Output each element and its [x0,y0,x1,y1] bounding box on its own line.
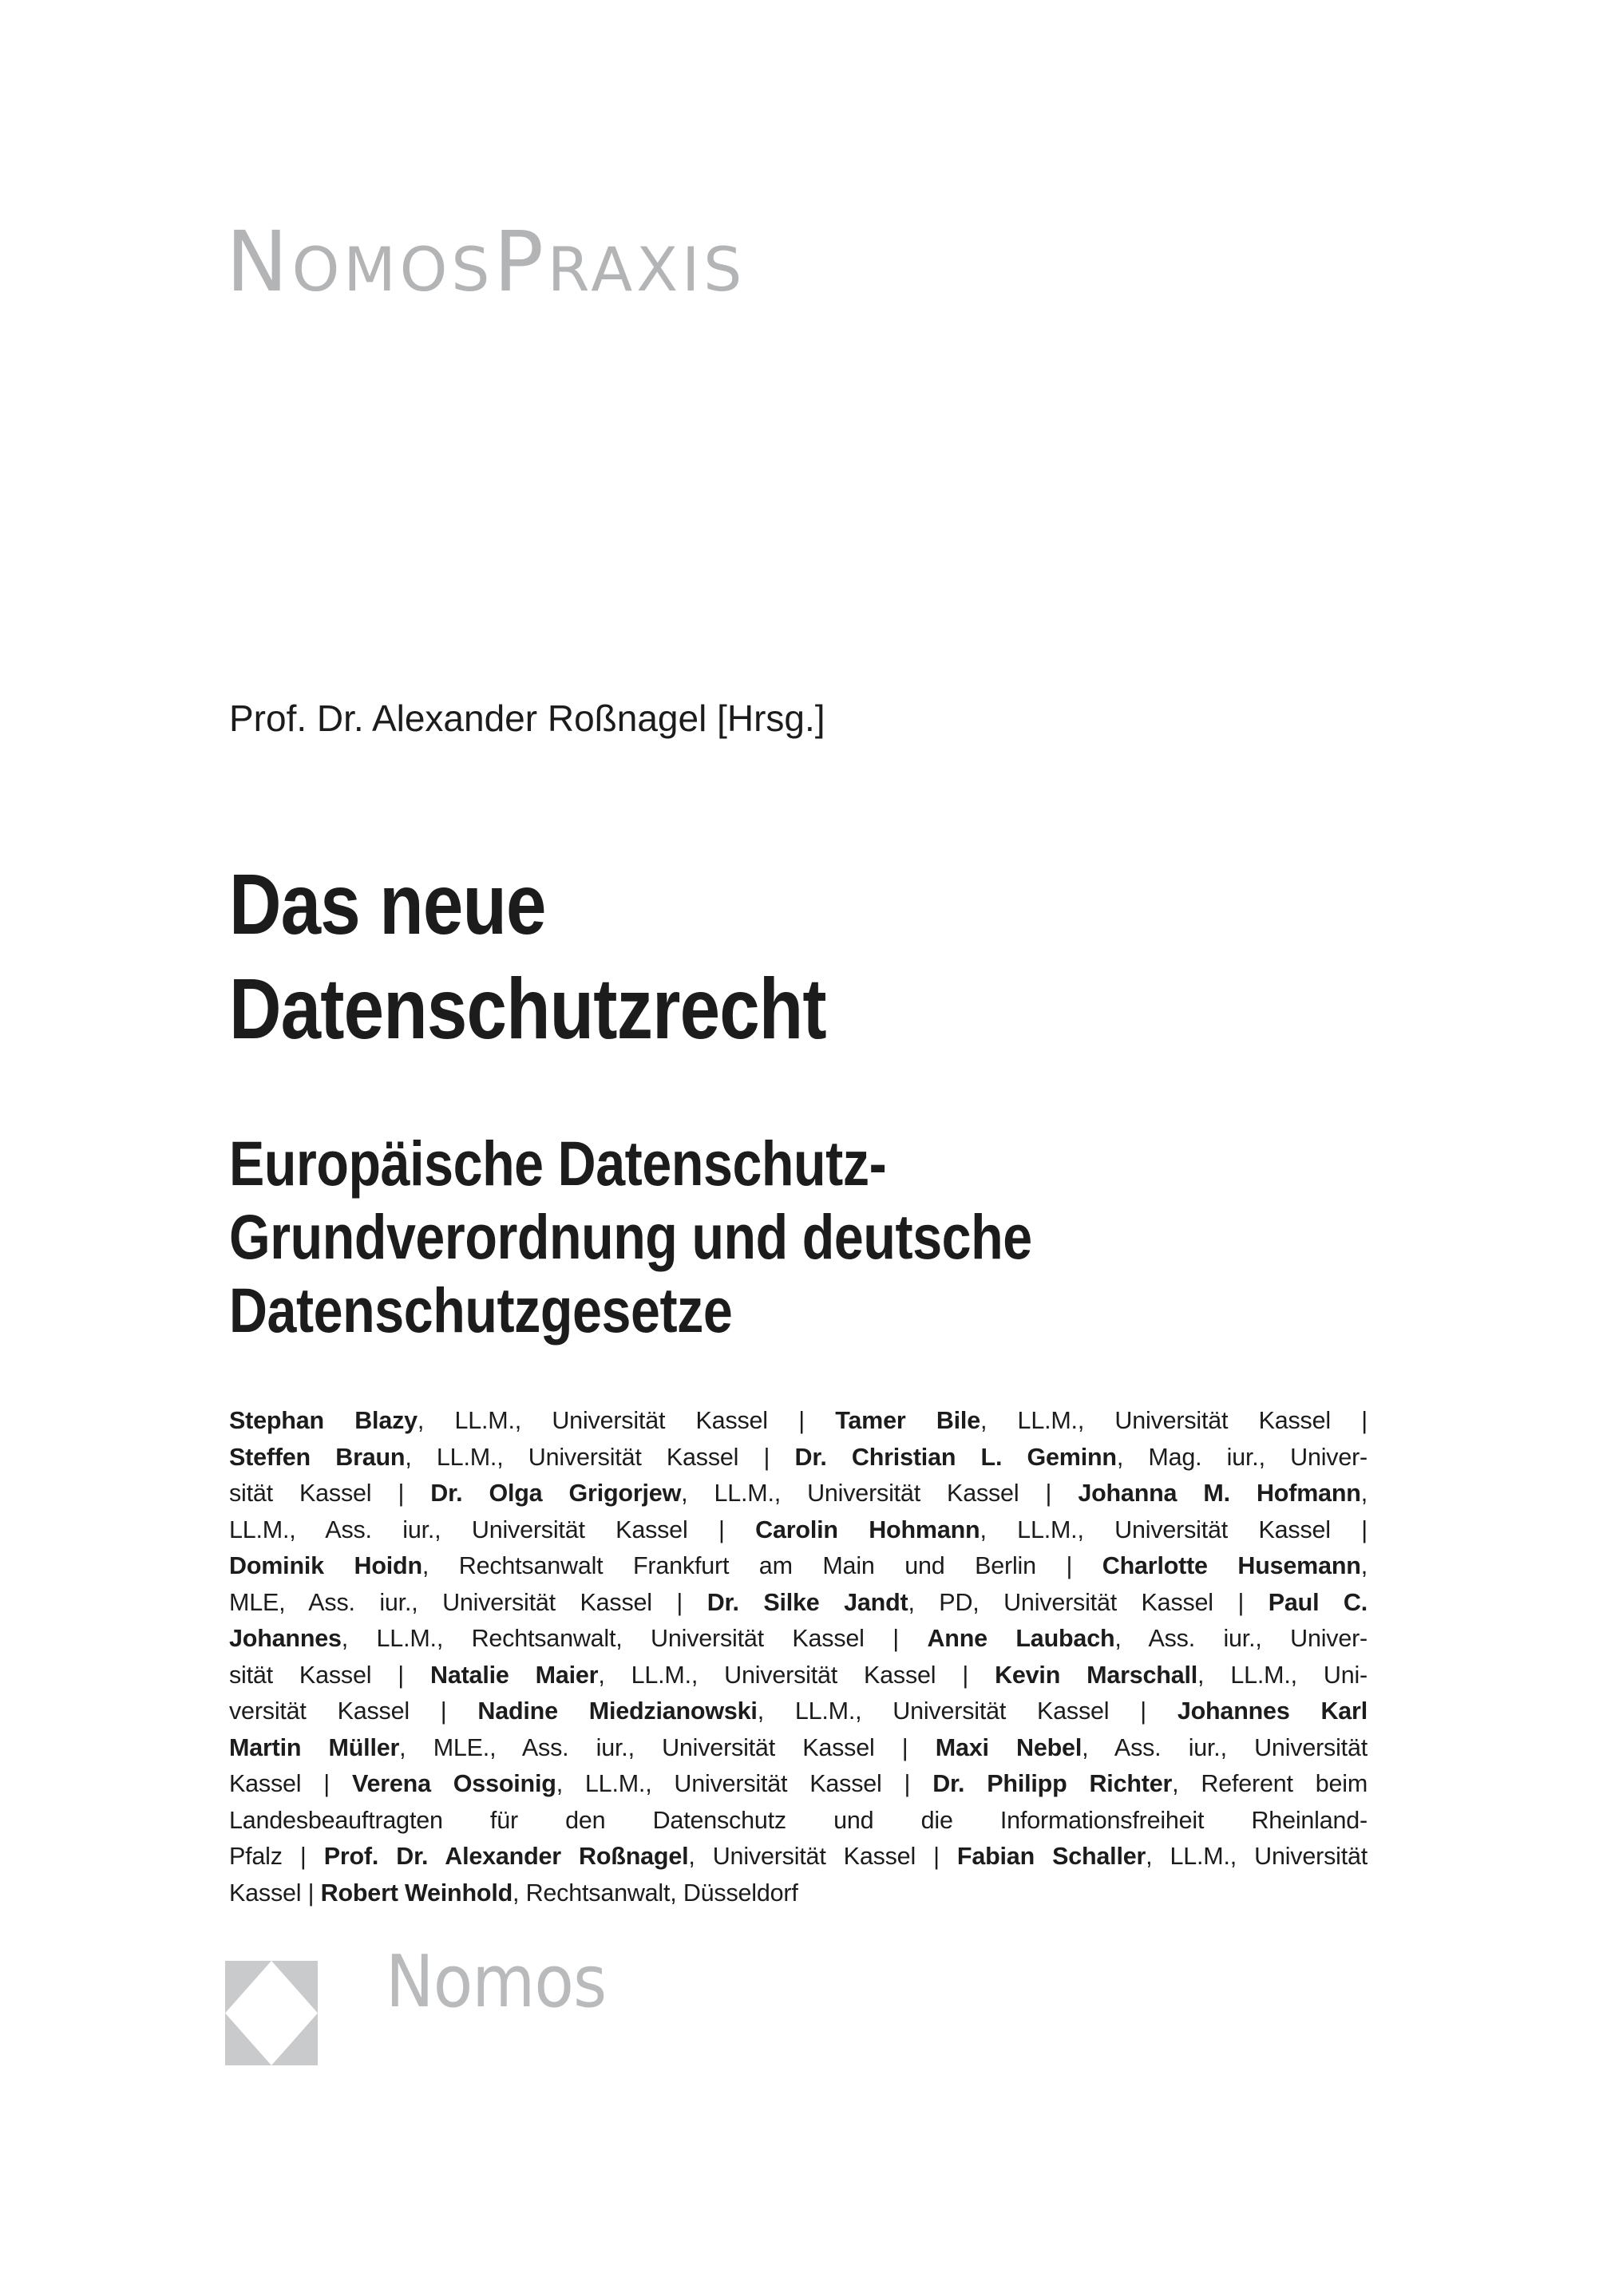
book-subtitle-line: Europäische Datenschutz- [229,1128,887,1199]
author-affiliation: , PD, Universität Kassel | [908,1588,1269,1616]
author-affiliation: , Ass. iur., Univer- [1114,1625,1367,1652]
author-name: Nadine Miedzianowski [477,1697,758,1725]
author-affiliation: sität Kassel | [229,1661,431,1689]
author-line [229,1403,1367,1440]
publisher-wordmark: Nomos [386,1940,607,2024]
author-affiliation: , LL.M., Universität Kassel | [757,1697,1177,1725]
author-affiliation: , MLE., Ass. iur., Universität Kassel | [399,1733,936,1761]
author-affiliation: Kassel | [229,1879,321,1907]
author-name: Johanna M. Hofmann [1078,1480,1361,1507]
author-line [229,1875,1367,1912]
author-name: Natalie Maier [430,1661,599,1689]
author-affiliation: , Referent beim [1172,1770,1367,1797]
author-name: Carolin Hohmann [755,1516,980,1543]
author-affiliation: , LL.M., Universität Kassel | [681,1480,1079,1507]
author-name: Dr. Olga Grigorjew [430,1480,682,1507]
author-name: Martin Müller [229,1733,400,1761]
author-affiliation: , LL.M., Universität [1146,1843,1367,1870]
author-affiliation: , LL.M., Universität Kassel | [980,1407,1367,1434]
book-title-line: Datenschutzrecht [229,960,826,1057]
book-title-line: Das neue [229,856,546,952]
author-name: Stephan Blazy [229,1407,418,1434]
series-logo-letters: RAXIS [547,234,746,305]
author-affiliation: MLE, Ass. iur., Universität Kassel | [229,1588,707,1616]
series-logo-letters: OMOS [291,234,494,305]
author-affiliation: Kassel | [229,1770,352,1797]
author-name: Dr. Philipp Richter [932,1770,1173,1797]
author-name: Steffen Braun [229,1443,406,1471]
author-line [229,1621,1367,1658]
author-line [229,1585,1367,1622]
author-affiliation: , Ass. iur., Universität [1082,1733,1367,1761]
author-line [229,1476,1367,1512]
author-affiliation: , LL.M., Universität Kassel | [556,1770,933,1797]
book-subtitle-line: Datenschutzgesetze [229,1274,733,1346]
author-affiliation: , LL.M., Universität Kassel | [980,1516,1367,1543]
author-affiliation: , LL.M., Uni- [1197,1661,1367,1689]
book-title [229,852,826,1061]
series-logo-letter: N [226,213,292,310]
author-affiliation: , LL.M., Rechtsanwalt, Universität Kassel | [341,1625,928,1652]
author-affiliation: Landesbeauftragten für den Datenschutz und die Informationsfreiheit Rheinland- [229,1806,1367,1834]
author-line [229,1548,1367,1585]
author-name: Maxi Nebel [935,1733,1082,1761]
book-subtitle [229,1127,1032,1347]
author-name: Fabian Schaller [956,1843,1146,1870]
author-name: Charlotte Husemann [1102,1552,1361,1579]
book-subtitle-line: Grundverordnung und deutsche [229,1201,1032,1272]
author-line [229,1658,1367,1694]
author-affiliation: versität Kassel | [229,1697,478,1725]
author-affiliation: , LL.M., Universität Kassel | [417,1407,836,1434]
author-name: Robert Weinhold [320,1879,513,1907]
series-logo [226,213,746,310]
author-affiliation: , LL.M., Universität Kassel | [598,1661,995,1689]
author-line [229,1440,1367,1476]
author-name: Paul C. [1268,1588,1367,1616]
author-name: Kevin Marschall [995,1661,1198,1689]
author-affiliation: LL.M., Ass. iur., Universität Kassel | [229,1516,756,1543]
author-affiliation: , [1360,1552,1367,1579]
author-line [229,1839,1367,1875]
publisher-logo [225,1961,318,2065]
author-name: Tamer Bile [835,1407,980,1434]
author-affiliation: , [1360,1480,1367,1507]
editor-line: Prof. Dr. Alexander Roßnagel [Hrsg.] [229,697,825,739]
author-line [229,1512,1367,1549]
author-line [229,1730,1367,1767]
publisher-diamond-icon [225,1961,318,2065]
author-line [229,1693,1367,1730]
author-name: Prof. Dr. Alexander Roßnagel [323,1843,689,1870]
series-logo-letter: P [493,213,548,310]
author-affiliation: sität Kassel | [229,1480,431,1507]
author-affiliation: , Rechtsanwalt Frankfurt am Main und Berlin | [422,1552,1102,1579]
author-name: Dominik Hoidn [229,1552,422,1579]
author-affiliation: , Mag. iur., Univer- [1116,1443,1367,1471]
author-line [229,1766,1367,1803]
author-line [229,1803,1367,1840]
author-name: Dr. Silke Jandt [706,1588,908,1616]
author-affiliation: Pfalz | [229,1843,324,1870]
author-affiliation: , Rechtsanwalt, Düsseldorf [513,1879,798,1907]
authors-block [229,1403,1367,1911]
author-name: Dr. Christian L. Geminn [794,1443,1117,1471]
author-affiliation: , LL.M., Universität Kassel | [405,1443,795,1471]
author-name: Johannes Karl [1177,1697,1367,1725]
author-name: Anne Laubach [927,1625,1115,1652]
author-affiliation: , Universität Kassel | [688,1843,957,1870]
author-name: Verena Ossoinig [351,1770,556,1797]
author-name: Johannes [229,1625,342,1652]
